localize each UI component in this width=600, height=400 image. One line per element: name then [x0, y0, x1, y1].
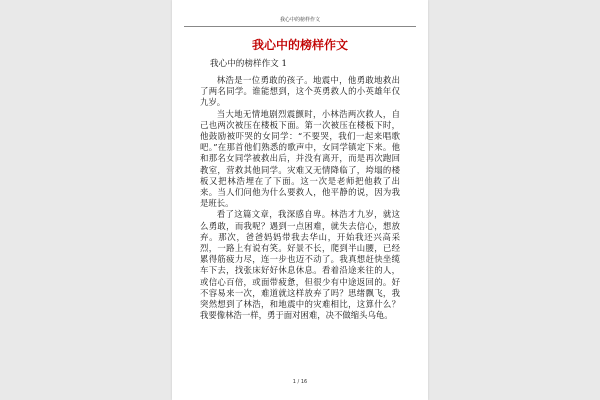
- paragraph: 当大地无情地剧烈震颤时，小林浩两次救人，自己也两次被压在楼板下面。第一次被压在楼板下时，他鼓励被吓哭的女同学：“不要哭，我们一起来唱歌吧。”在那首他们熟悉的歌声中，女同学镇定下来。他和那名女同学被救出后，并没有离开，而是再次跑回教室，营救其他同学。灾难又无情降临了，垮塌的楼板又把林浩埋在了下面。这一次是老师把他救了出来。当人们问他为什么要救人，他平静的说，因为我是班长。: [200, 108, 400, 209]
- document-page: [172, 0, 428, 400]
- paragraph: 看了这篇文章，我深感自卑。林浩才九岁，就这么勇敢，而我呢？遇到一点困难，就失去信心，想放弃。那次，爸爸妈妈带我去华山，开始我还兴高采烈，一路上有说有笑。好景不长，爬到半山腰，已经累得筋疲力尽，连一步也迈不动了。我真想赶快坐缆车下去，找张床好好休息休息。看着沿途来往的人，或信心百倍，或面带疲惫，但很少有中途返回的。好不容易来一次，难道就这样放弃了吗？思绪飘飞，我突然想到了林浩，和地震中的灾难相比，这算什么？我要像林浩一样，勇于面对困难，决不做缩头乌龟。: [200, 209, 400, 321]
- page-number: 1 / 16: [292, 379, 308, 385]
- document-title: 我心中的榜样作文: [251, 38, 348, 52]
- essay-subtitle: 我心中的榜样作文 1: [210, 59, 287, 69]
- essay-body: [200, 75, 400, 321]
- paragraph: 林浩是一位勇敢的孩子。地震中，他勇敢地救出了两名同学。谁能想到，这个英勇救人的小英雄年仅九岁。: [200, 75, 400, 108]
- running-header: 我心中的榜样作文: [279, 17, 320, 23]
- header-divider: [184, 26, 416, 27]
